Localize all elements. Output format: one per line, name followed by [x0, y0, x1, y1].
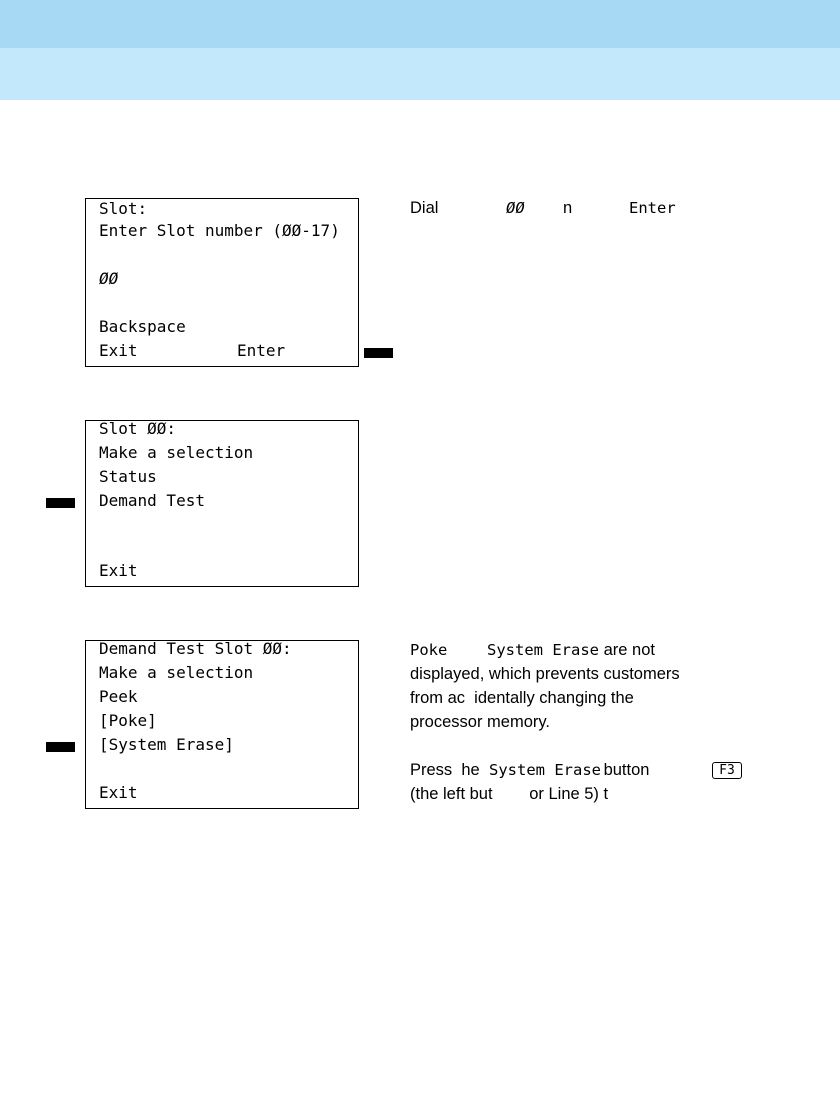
demand-test-option[interactable]: Demand Test	[99, 491, 205, 510]
header-band-bottom	[0, 48, 840, 100]
status-option[interactable]: Status	[99, 467, 157, 486]
selection-marker	[46, 742, 75, 752]
note-n: n	[563, 199, 573, 217]
note-text: button	[599, 761, 650, 779]
note-text: processor memory.	[410, 713, 550, 731]
backspace-option[interactable]: Backspace	[99, 317, 186, 336]
header-band-top	[0, 0, 840, 48]
screen-title: Slot ØØ:	[99, 419, 177, 438]
screen-prompt: Make a selection	[99, 443, 254, 462]
note-text: are not	[599, 641, 655, 659]
display-screen-slot-menu	[85, 420, 359, 587]
system-erase-label: System Erase	[489, 761, 601, 779]
screen-title: Demand Test Slot ØØ:	[99, 639, 292, 658]
screen-title: Slot:	[99, 199, 148, 218]
system-erase-label: System Erase	[487, 641, 599, 659]
note-text: Press he	[410, 761, 485, 779]
slot-number-value: ØØ	[99, 269, 119, 288]
dial-text: Dial	[410, 199, 439, 217]
selection-marker	[46, 498, 75, 508]
exit-option[interactable]: Exit	[99, 783, 138, 802]
exit-option[interactable]: Exit	[99, 561, 138, 580]
peek-option[interactable]: Peek	[99, 687, 138, 706]
poke-label: Poke	[410, 641, 448, 659]
note-text: displayed, which prevents customers	[410, 665, 680, 683]
screen-prompt: Make a selection	[99, 663, 254, 682]
exit-option[interactable]: Exit	[99, 341, 138, 360]
system-erase-option[interactable]: [System Erase]	[99, 735, 234, 754]
enter-key-label: Enter	[629, 199, 676, 217]
selection-marker	[364, 348, 393, 358]
f3-key-icon: F3	[712, 762, 742, 779]
screen-prompt: Enter Slot number (ØØ-17)	[99, 221, 340, 240]
poke-option[interactable]: [Poke]	[99, 711, 157, 730]
display-screen-slot-entry	[85, 198, 359, 367]
note-text: from ac identally changing the	[410, 689, 634, 707]
enter-option[interactable]: Enter	[237, 341, 286, 360]
slot-code: ØØ	[506, 199, 525, 217]
display-screen-demand-test	[85, 640, 359, 809]
note-text: (the left but or Line 5) t	[410, 785, 609, 803]
